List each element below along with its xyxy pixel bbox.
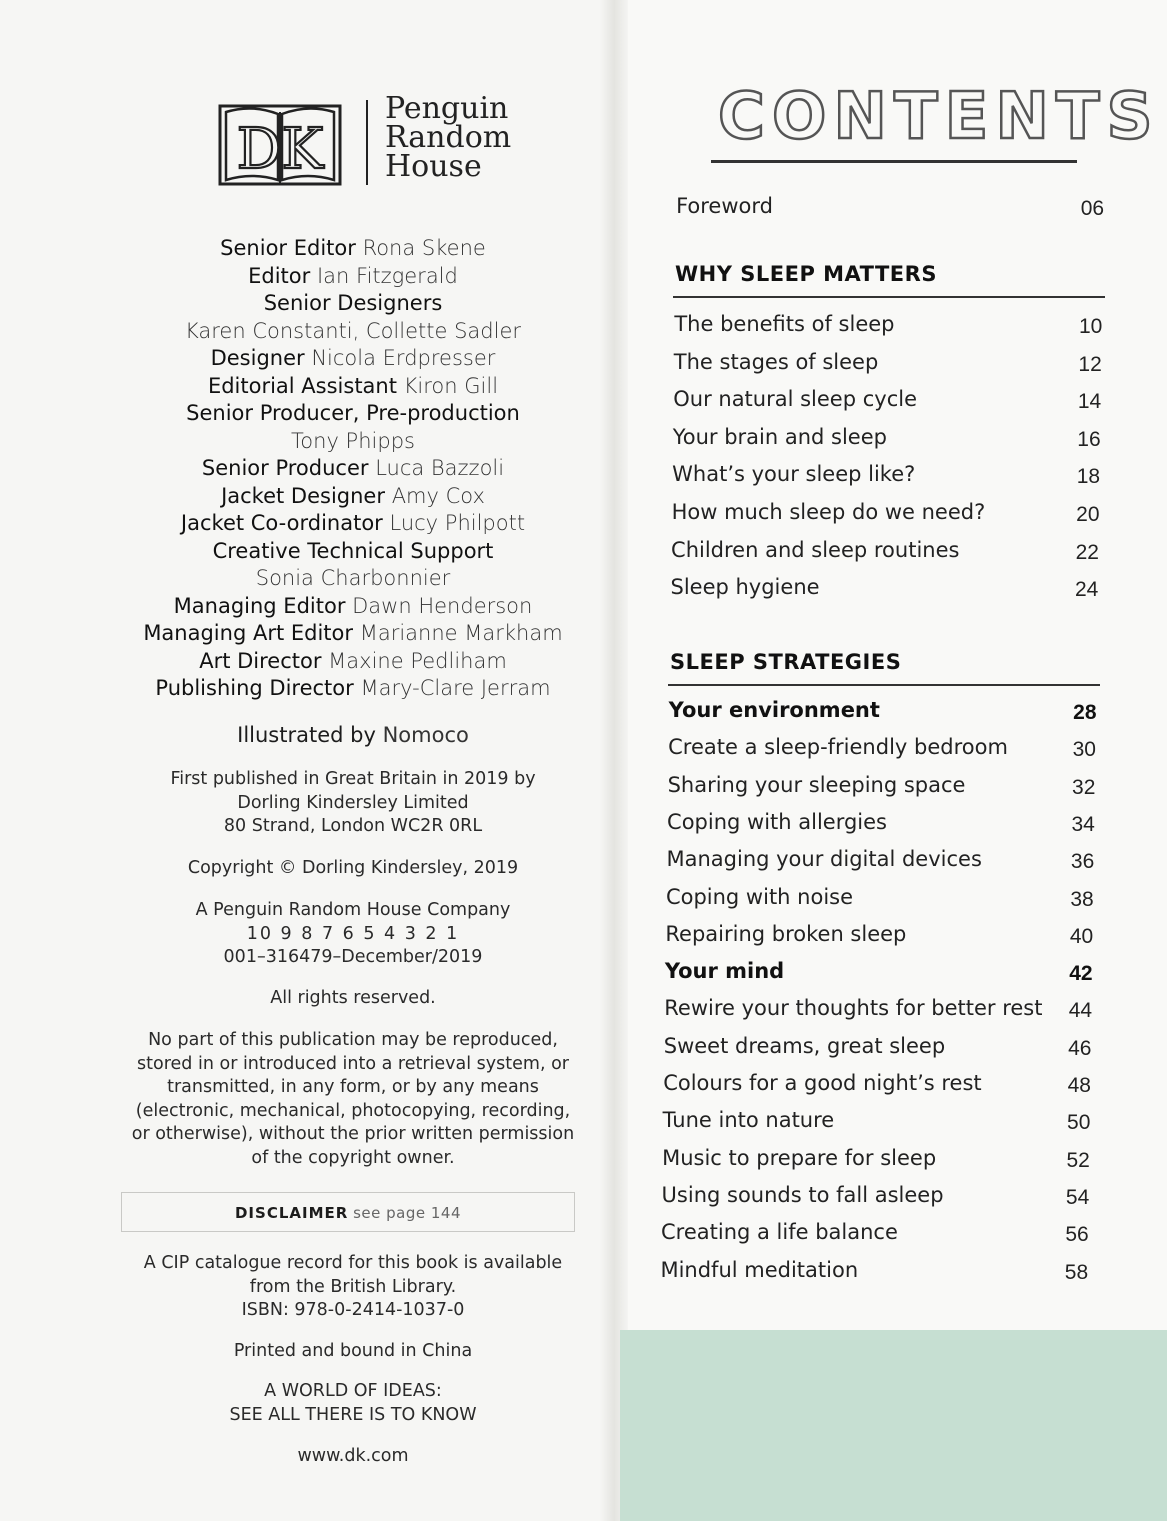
toc-item-page: 36 [1070,850,1095,874]
toc-item-page: 42 [1069,962,1093,986]
page-gutter [600,0,628,1521]
toc-item-page: 44 [1068,999,1093,1023]
credit-role: Art Director [199,648,322,673]
text-line: SEE ALL THERE IS TO KNOW [229,1404,477,1425]
toc-item-page: 14 [1077,390,1102,414]
credit-name: Marianne Markham [359,621,563,645]
text-line: 80 Strand, London WC2R 0RL [223,816,483,836]
website-link[interactable]: www.dk.com [297,1446,409,1466]
credit-line [108,538,598,566]
toc-item-page: 30 [1072,738,1096,762]
toc-item-label: Using sounds to fall asleep [661,1182,944,1207]
toc-item-page: 24 [1075,578,1099,602]
toc-item-page: 32 [1072,775,1096,799]
toc-item-label: Coping with allergies [667,809,887,834]
dk-book-logo-icon [218,100,342,188]
toc-item-page: 46 [1068,1036,1092,1060]
copyright-line: Copyright © Dorling Kindersley, 2019 [187,858,519,878]
toc-item-label: Children and sleep routines [671,537,960,562]
credit-name: Sonia Charbonnier [255,566,451,590]
toc-item-label: Coping with noise [665,884,854,909]
disclaimer-label: DISCLAIMER [234,1204,349,1222]
toc-item-label: Foreword [676,194,773,218]
toc-item-label: Your brain and sleep [672,424,887,449]
credit-line [108,620,598,648]
credit-name: Nomoco [382,723,469,747]
disclaimer-ref: see page 144 [353,1204,461,1222]
credit-role: Managing Art Editor [143,621,354,645]
credit-line [108,648,598,676]
text-line: from the British Library. [249,1276,457,1297]
credit-role: Senior Designers [263,291,443,315]
toc-item-label: Sweet dreams, great sleep [663,1033,946,1058]
toc-item-label: Rewire your thoughts for better rest [664,996,1043,1021]
publisher-line: Random [385,120,512,155]
text-line: ISBN: 978-0-2414-1037-0 [241,1300,465,1320]
credit-role: Senior Editor [220,236,356,260]
text-line: First published in Great Britain in 2019 by [170,769,536,789]
text-line: of the copyright owner. [251,1147,455,1168]
credit-role: Jacket Designer [221,483,385,508]
toc-item-label: Your mind [664,959,785,984]
toc-item-label: Colours for a good night’s rest [663,1071,982,1095]
credit-line [108,675,598,703]
toc-item-label: Repairing broken sleep [665,921,907,946]
credit-line [108,235,598,263]
credit-role: Editor [248,263,311,288]
toc-item-label: The stages of sleep [673,349,879,374]
credit-line [108,565,598,593]
publisher-line: Penguin [385,91,509,126]
credit-line [108,483,598,511]
toc-item-page: 56 [1065,1223,1089,1247]
dk-slogan [108,1380,598,1427]
credit-line [108,263,598,291]
credit-role: Designer [210,346,305,370]
toc-item-page: 20 [1076,503,1100,526]
section-heading: WHY SLEEP MATTERS [675,262,937,286]
toc-item-page: 50 [1067,1111,1091,1135]
credit-line [108,428,598,456]
credit-name: Amy Cox [391,483,485,508]
text-line: A Penguin Random House Company [195,900,511,920]
printed-line: Printed and bound in China [233,1341,473,1361]
toc-item-label: Sleep hygiene [670,575,820,600]
credits-list [108,235,598,703]
toc-item-page: 06 [1080,197,1105,220]
credit-role: Editorial Assistant [207,373,397,398]
credit-name: Karen Constanti, Collette Sadler [184,318,522,343]
toc-item-page: 28 [1073,701,1097,724]
credit-name: Dawn Henderson [352,593,533,618]
legal-notice [108,1029,598,1170]
credit-role: Senior Producer [201,456,369,480]
credit-role: Managing Editor [173,593,346,618]
text-line: transmitted, in any form, or by any means [167,1077,539,1097]
text-line: A CIP catalogue record for this book is available [143,1253,563,1273]
credit-name: Nicola Erdpresser [311,346,496,370]
toc-item-page: 40 [1069,924,1094,948]
credit-name: Maxine Pedliham [328,648,507,673]
credit-line [108,510,598,538]
section-rule [673,296,1105,298]
text-line: 001–316479–December/2019 [223,947,483,967]
credit-role: Creative Technical Support [212,538,494,563]
toc-item-label: Managing your digital devices [666,847,982,872]
toc-item-page: 10 [1078,315,1103,338]
toc-item-page: 54 [1065,1185,1090,1209]
credit-line [108,318,598,346]
contents-title: CONTENTS [718,80,1160,154]
toc-item-page: 16 [1077,427,1101,451]
toc-item-page: 48 [1067,1074,1091,1097]
toc-item-label: Music to prepare for sleep [662,1145,937,1170]
credit-line [108,290,598,318]
credit-line [108,345,598,373]
credit-name: Rona Skene [362,236,486,260]
credit-name: Mary-Clare Jerram [360,676,551,700]
credit-line [108,373,598,401]
publisher-logo [218,91,518,190]
toc-item-label: Creating a life balance [661,1220,898,1245]
company-info [108,899,598,970]
toc-item-label: Create a sleep-friendly bedroom [668,735,1008,760]
toc-item-page: 58 [1064,1260,1089,1284]
credit-name: Luca Bazzoli [375,456,505,480]
credit-role: Senior Producer, Pre-production [186,401,520,425]
toc-item-label: The benefits of sleep [674,312,895,336]
toc-item-label: Tune into nature [662,1108,835,1133]
cip-record [108,1252,598,1323]
toc-item-label: How much sleep do we need? [671,500,986,524]
credit-name: Kiron Gill [403,373,499,398]
dk-logo-text: DK [236,117,324,182]
credit-line [108,593,598,621]
toc-item-page: 18 [1076,465,1101,489]
text-line: or otherwise), without the prior written permission [131,1124,575,1144]
green-color-band [620,1330,1167,1521]
credit-name: Lucy Philpott [389,511,526,535]
title-rule [711,160,1077,163]
text-line: Dorling Kindersley Limited [237,792,469,813]
first-published [108,768,598,839]
text-line: (electronic, mechanical, photocopying, recording, [135,1100,571,1121]
toc-item-label: What’s your sleep like? [672,462,916,487]
toc-item-label: Sharing your sleeping space [667,772,966,797]
toc-item-label: Your environment [668,698,880,722]
credit-role: Illustrated by [237,723,376,747]
credit-role: Publishing Director [155,676,354,700]
toc-item-page: 38 [1070,887,1094,911]
rights-line: All rights reserved. [270,988,436,1008]
text-line: 10 9 8 7 6 5 4 3 2 1 [246,923,460,944]
toc-item-page: 12 [1078,352,1102,376]
publisher-line: House [385,149,482,184]
text-line: No part of this publication may be reproduced, [148,1030,558,1050]
credit-role: Jacket Co-ordinator [180,511,383,535]
section-rule [668,684,1100,686]
toc-item-page: 34 [1071,812,1095,836]
penguin-random-house-wordmark [385,91,512,184]
logo-divider [366,100,368,185]
credit-name: Tony Phipps [291,428,415,453]
credit-name: Ian Fitzgerald [316,263,458,288]
toc-item-page: 52 [1066,1148,1090,1172]
text-line: stored in or introduced into a retrieval system, or [137,1053,569,1074]
text-line: A WORLD OF IDEAS: [264,1381,442,1401]
section-heading: SLEEP STRATEGIES [670,650,902,674]
disclaimer-box [121,1192,575,1232]
credit-line [108,455,598,483]
toc-item-page: 22 [1075,540,1099,564]
illustrator-credit [108,723,598,747]
credit-line [108,400,598,428]
toc-item-label: Mindful meditation [660,1257,859,1282]
toc-item-label: Our natural sleep cycle [673,387,918,412]
